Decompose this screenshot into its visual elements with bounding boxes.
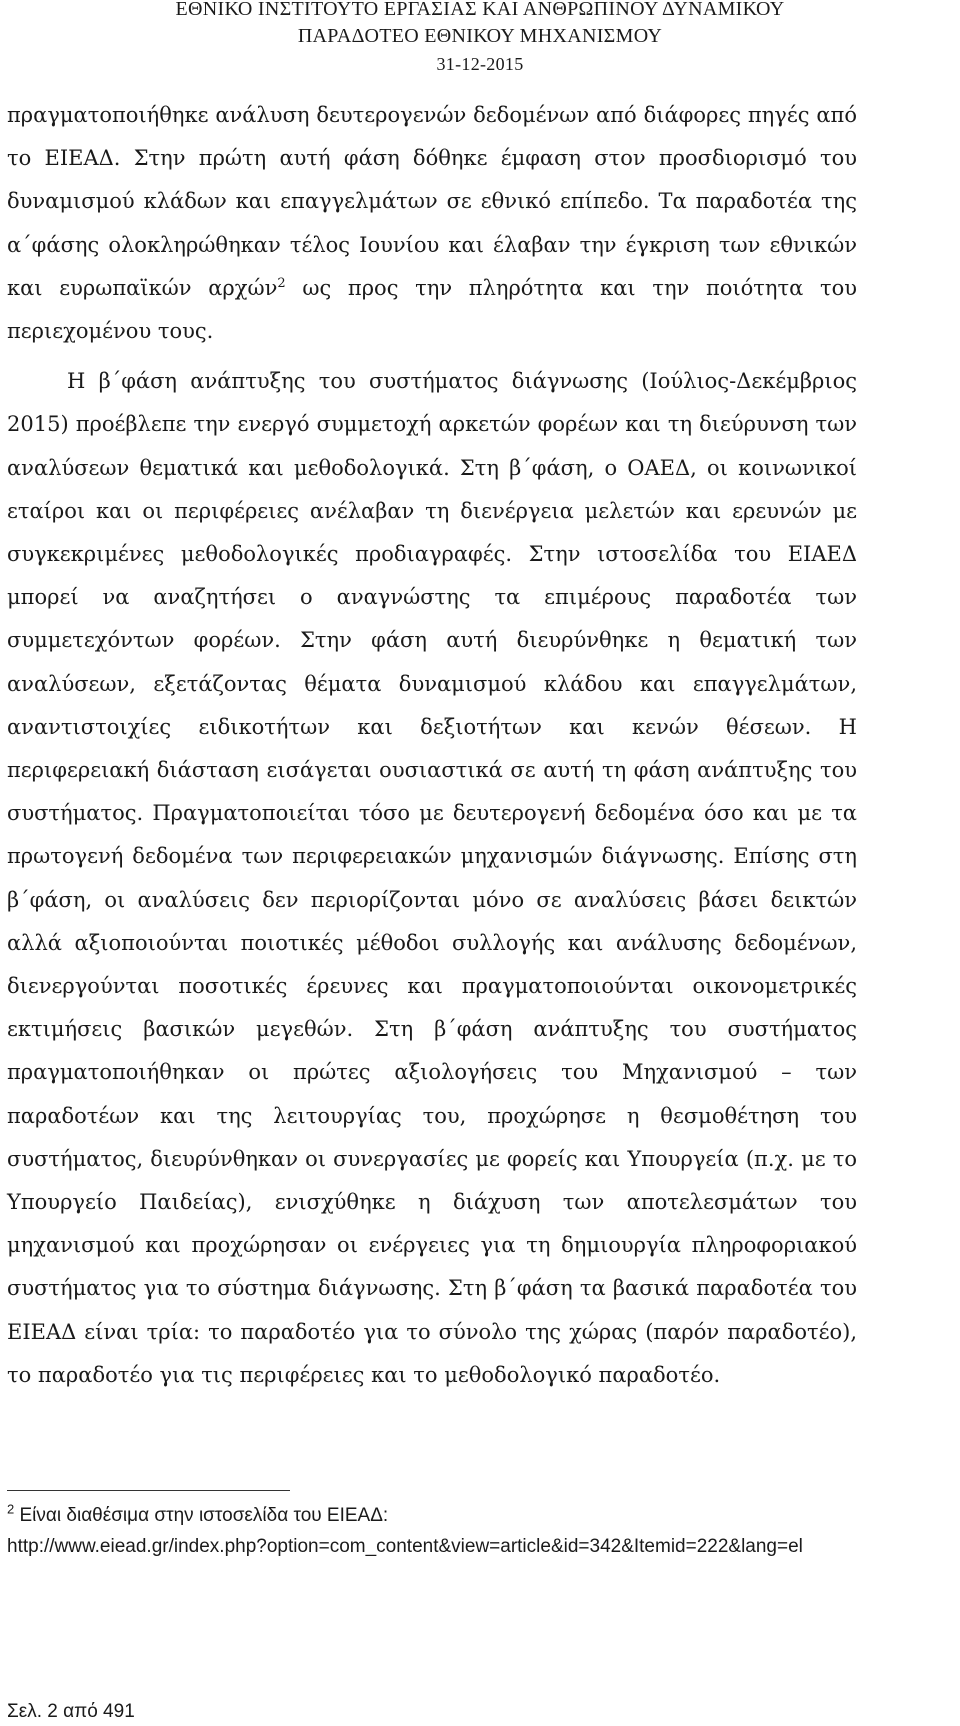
paragraph-1-text-end: ως προς την πληρότητα και την ποιότητα του περιεχομένου τους. [7,275,857,344]
footnote-url[interactable]: http://www.eiead.gr/index.php?option=com_content&view=article&id=342&Itemid=222&lang=el [7,1536,803,1557]
paragraph-2: Η β΄φάση ανάπτυξης του συστήματος διάγνωσης (Ιούλιος-Δεκέμβριος 2015) προέβλεπε την ενεργό συμμετοχή αρκετών φορέων και τη διεύρυνση των αναλύσεων θεματικά και μεθοδολογικά. Στη β΄φάση, ο ΟΑΕΔ, οι κοινωνικοί εταίροι και οι περιφέρειες ανέλαβαν τη διενέργεια μελετών και ερευνών με συγκεκριμένες μεθοδολογικές προδιαγραφές. Στην ιστοσελίδα του ΕΙΑΕΔ μπορεί να αναζητήσει ο αναγνώστης τα επιμέρους παραδοτέα των συμμετεχόντων φορέων. Στην φάση αυτή διευρύνθηκε η θεματική των αναλύσεων, εξετάζοντας θέματα δυναμισμού κλάδου και επαγγελμάτων, αναντιστοιχίες ειδικοτήτων και δεξιοτήτων και κενών θέσεων. Η περιφερειακή διάσταση εισάγεται ουσιαστικά σε αυτή τη φάση ανάπτυξης του συστήματος. Πραγματοποιείται τόσο με δευτερογενή δεδομένα όσο και με τα πρωτογενή δεδομένα των περιφερειακών μηχανισμών διάγνωσης. Επίσης στη β΄φάση, οι αναλύσεις δεν περιορίζονται μόνο σε αναλύσεις βάσει δεικτών αλλά αξιοποιούνται ποιοτικές μέθοδοι συλλογής και ανάλυσης δεδομένων, διενεργούνται ποσοτικές έρευνες και πραγματοποιούνται οικονομετρικές εκτιμήσεις βασικών μεγεθών. Στη β΄φάση ανάπτυξης του συστήματος πραγματοποιήθηκαν οι πρώτες αξιολογήσεις του Μηχανισμού – των παραδοτέων και της λειτουργίας του, προχώρησε η θεσμοθέτηση του συστήματος, διευρύνθηκαν οι συνεργασίες με φορείς και Υπουργεία (π.χ. με το Υπουργείο Παιδείας), ενισχύθηκε η διάχυση των αποτελεσμάτων του μηχανισμού και προχώρησαν οι ενέργειες για τη δημιουργία πληροφοριακού συστήματος για το σύστημα διάγνωσης. Στη β΄φάση τα βασικά παραδοτέα του ΕΙΕΑΔ είναι τρία: το παραδοτέο για το σύνολο της χώρας (παρόν παραδοτέο), το παραδοτέο για τις περιφέρειες και το μεθοδολογικό παραδοτέο. [7,369,857,1387]
body-text [7,94,857,1397]
paragraph-1-text: πραγματοποιήθηκε ανάλυση δευτερογενών δεδομένων από διάφορες πηγές από το ΕΙΕΑΔ. Στην πρώτη αυτή φάση δόθηκε έμφαση στον προσδιορισμό του δυναμισμού κλάδων και επαγγελμάτων σε εθνικό επίπεδο. Τα παραδοτέα της α΄φάσης ολοκληρώθηκαν τέλος Ιουνίου και έλαβαν την έγκριση των εθνικών και ευρωπαϊκών αρχών [7,103,857,300]
header-institute: ΕΘΝΙΚΟ ΙΝΣΤΙΤΟΥΤΟ ΕΡΓΑΣΙΑΣ ΚΑΙ ΑΝΘΡΩΠΙΝΟΥ ΔΥΝΑΜΙΚΟΥ [175,0,785,20]
footnote [7,1500,907,1562]
header-date: 31-12-2015 [436,54,524,74]
paragraph-1 [7,94,857,353]
footnote-ref: 2 [277,275,286,291]
footnote-number: 2 [7,1501,15,1517]
header-deliverable: ΠΑΡΑΔΟΤΕΟ ΕΘΝΙΚΟΥ ΜΗΧΑΝΙΣΜΟΥ [297,25,663,47]
footnote-divider [7,1490,290,1491]
footnote-text: Είναι διαθέσιμα στην ιστοσελίδα του ΕΙΕΑΔ: [14,1505,389,1526]
page-number: Σελ. 2 από 491 [7,1701,135,1722]
